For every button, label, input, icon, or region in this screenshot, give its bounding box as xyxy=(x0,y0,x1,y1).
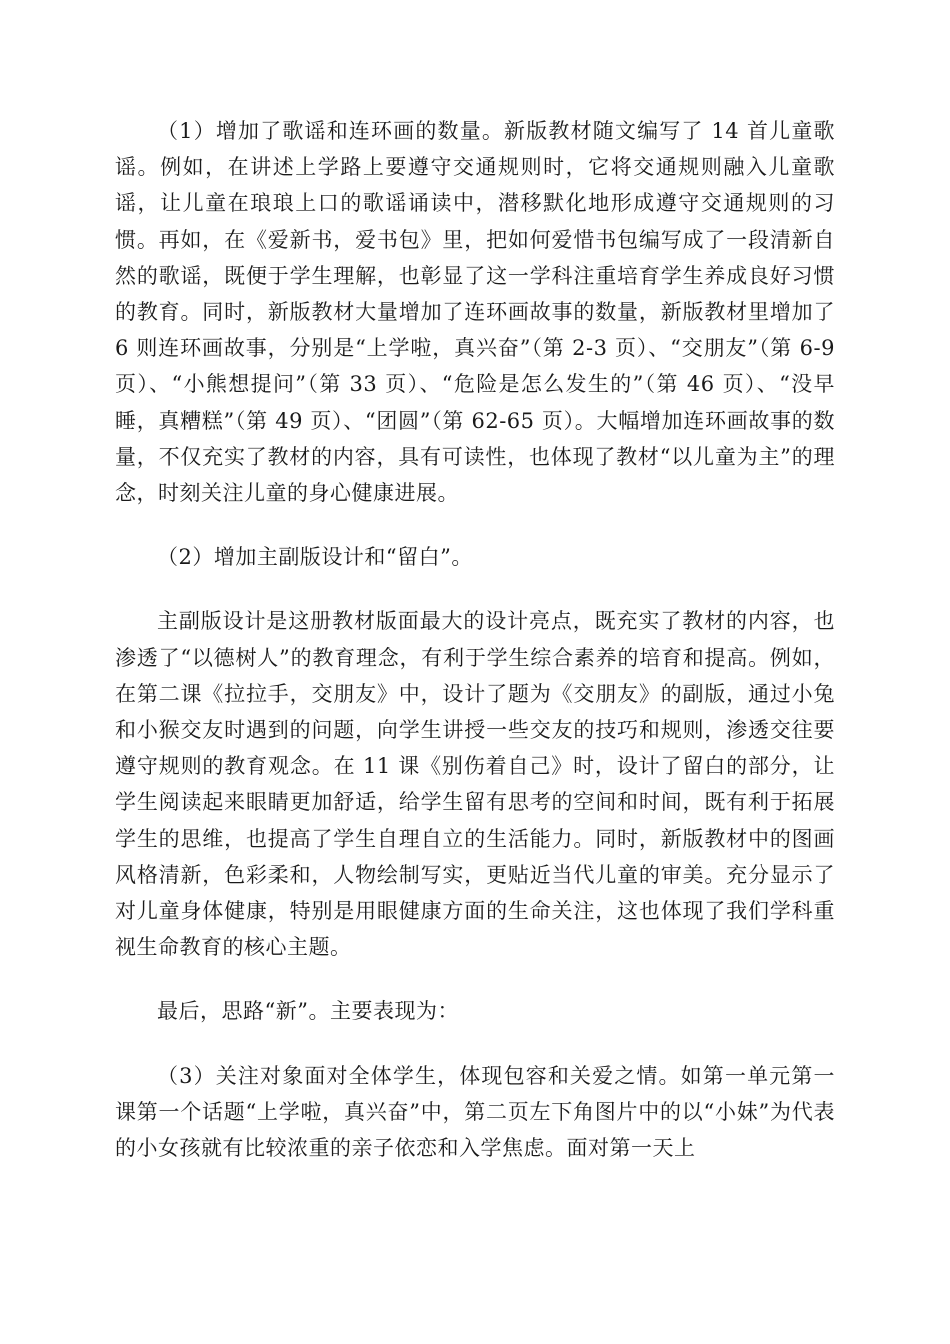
document-body xyxy=(115,113,835,1166)
paragraph-songs-and-comics: （1）增加了歌谣和连环画的数量。新版教材随文编写了 14 首儿童歌谣。例如，在讲述上学路上要遵守交通规则时，它将交通规则融入儿童歌谣，让儿童在琅琅上口的歌谣诵读中，潜移默化地形成遵守交通规则的习惯。再如，在《爱新书，爱书包》里，把如何爱惜书包编写成了一段清新自然的歌谣，既便于学生理解，也彰显了这一学科注重培育学生养成良好习惯的教育。同时，新版教材大量增加了连环画故事的数量，新版教材里增加了 6 则连环画故事，分别是“上学啦，真兴奋”（第 2-3 页）、“交朋友”（第 6-9 页）、“小熊想提问”（第 33 页）、“危险是怎么发生的”（第 46 页）、“没早睡，真糟糕”（第 49 页）、“团圆”（第 62-65 页）。大幅增加连环画故事的数量，不仅充实了教材的内容，具有可读性，也体现了教材“以儿童为主”的理念，时刻关注儿童的身心健康进展。 xyxy=(115,119,835,506)
paragraph-all-students: （3）关注对象面对全体学生，体现包容和关爱之情。如第一单元第一课第一个话题“上学啦，真兴奋”中，第二页左下角图片中的以“小妹”为代表的小女孩就有比较浓重的亲子依恋和入学焦虑。面对第一天上 xyxy=(115,1063,835,1161)
paragraph-main-sub-layout-heading: （2）增加主副版设计和“留白”。 xyxy=(157,545,473,570)
paragraph-new-approach: 最后，思路“新”。主要表现为： xyxy=(157,999,459,1024)
paragraph-main-sub-layout: 主副版设计是这册教材版面最大的设计亮点，既充实了教材的内容，也渗透了“以德树人”的教育理念，有利于学生综合素养的培育和提高。例如，在第二课《拉拉手，交朋友》中，设计了题为《交朋友》的副版，通过小兔和小猴交友时遇到的问题，向学生讲授一些交友的技巧和规则，渗透交往要遵守规则的教育观念。在 11 课《别伤着自己》时，设计了留白的部分，让学生阅读起来眼睛更加舒适，给学生留有思考的空间和时间，既有利于拓展学生的思维，也提高了学生自理自立的生活能力。同时，新版教材中的图画风格清新，色彩柔和，人物绘制写实，更贴近当代儿童的审美。充分显示了对儿童身体健康，特别是用眼健康方面的生命关注，这也体现了我们学科重视生命教育的核心主题。 xyxy=(115,609,835,960)
